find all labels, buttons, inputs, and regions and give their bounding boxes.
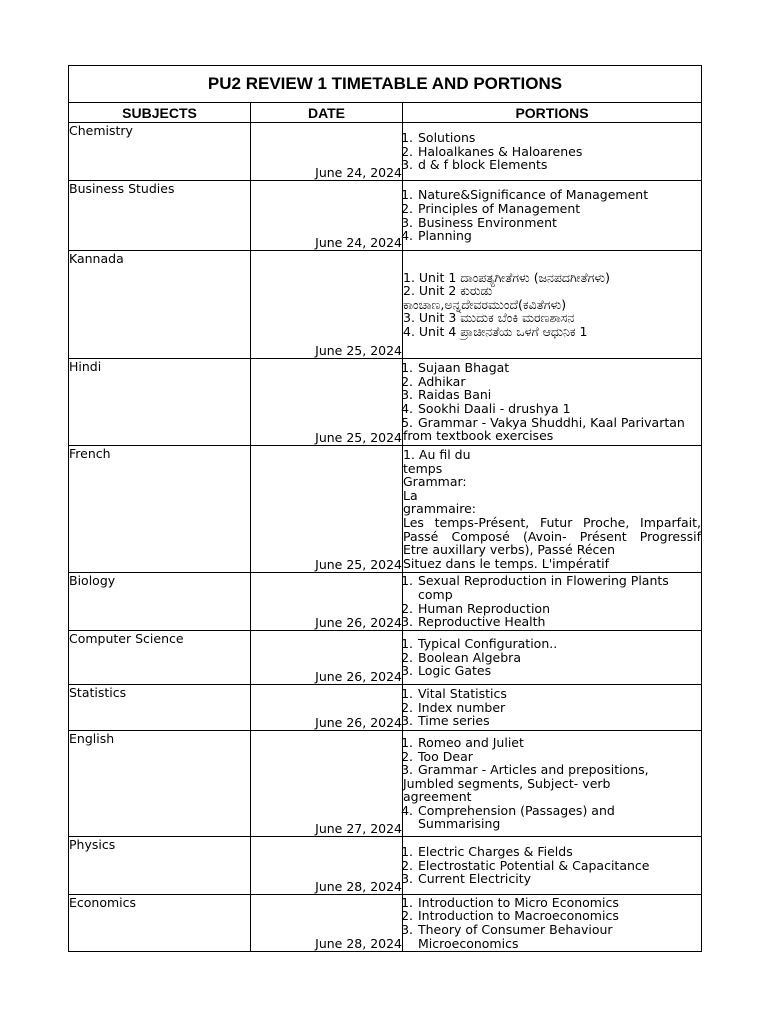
- portion-item: 3. Reproductive Health: [417, 615, 701, 629]
- portions-cell: [403, 631, 702, 685]
- portions-cell: [403, 895, 702, 952]
- portion-line: Situez dans le temps. L'impératif: [403, 555, 610, 571]
- portion-list: [403, 736, 701, 777]
- portions-cell: [403, 123, 702, 181]
- portion-item: 2. Too Dear: [417, 750, 701, 764]
- subject-cell: French: [69, 446, 251, 573]
- portion-list: [403, 637, 701, 678]
- portion-item: 1. Sexual Reproduction in Flowering Plants comp: [417, 574, 701, 601]
- table-row: [69, 181, 702, 251]
- portion-list: [403, 131, 701, 172]
- portion-line: from textbook exercises: [403, 428, 554, 444]
- subject-cell: Chemistry: [69, 123, 251, 181]
- subject-cell: English: [69, 731, 251, 837]
- portion-line: 1. Unit 1 ದಾಂಪತ್ಯಗೀತೆಗಳು (ಜನಪದಗೀತೆಗಳು): [403, 269, 610, 285]
- portion-line: 2. Unit 2 ಕುರುಡು: [403, 283, 493, 299]
- portion-item: 1. Nature&Significance of Management: [417, 188, 701, 202]
- timetable-body: [69, 123, 702, 952]
- portion-item: 1. Solutions: [417, 131, 701, 145]
- portion-line: Jumbled segments, Subject- verb: [403, 775, 611, 791]
- date-cell: June 25, 2024: [251, 359, 403, 446]
- portion-line: Les temps-Présent, Futur Proche, Imparfait,: [403, 514, 702, 530]
- portion-line: 3. Unit 3 ಮುದುಕ ಬೆಂಕಿ ಮರಣಶಾಸನ: [403, 310, 575, 326]
- portion-item: 2. Electrostatic Potential & Capacitance: [417, 859, 701, 873]
- portion-item: 4. Comprehension (Passages) and Summarising: [417, 804, 701, 831]
- portion-line: 4. Unit 4 ಪ್ರಾಚೀನತೆಯ ಒಳಗೆ ಆಧುನಿಕ 1: [403, 323, 588, 339]
- portion-item: 3. Business Environment: [417, 216, 701, 230]
- subject-cell: Statistics: [69, 685, 251, 731]
- subject-cell: Hindi: [69, 359, 251, 446]
- portion-item: 4. Sookhi Daali - drushya 1: [417, 402, 701, 416]
- date-cell: June 26, 2024: [251, 685, 403, 731]
- subject-cell: Kannada: [69, 251, 251, 359]
- subject-cell: Physics: [69, 837, 251, 895]
- date-cell: June 26, 2024: [251, 573, 403, 631]
- table-row: [69, 251, 702, 359]
- portion-line: agreement: [403, 789, 472, 805]
- subject-cell: Business Studies: [69, 181, 251, 251]
- table-row: [69, 446, 702, 573]
- portion-item: 2. Index number: [417, 701, 701, 715]
- date-cell: June 27, 2024: [251, 731, 403, 837]
- date-cell: June 28, 2024: [251, 837, 403, 895]
- portion-line: temps: [403, 460, 443, 476]
- portion-item: 1. Romeo and Juliet: [417, 736, 701, 750]
- portion-line: grammaire:: [403, 501, 476, 517]
- portion-item: 3. Raidas Bani: [417, 388, 701, 402]
- table-row: [69, 685, 702, 731]
- portion-item: 1. Electric Charges & Fields: [417, 845, 701, 859]
- date-cell: June 26, 2024: [251, 631, 403, 685]
- portions-header: PORTIONS: [403, 103, 702, 123]
- portion-line: Passé Composé (Avoin- Présent Progressif: [403, 528, 702, 544]
- portions-cell: [403, 837, 702, 895]
- portion-item: 1. Typical Configuration..: [417, 637, 701, 651]
- portion-line: 1. Au fil du: [403, 447, 471, 462]
- portion-item: 2. Haloalkanes & Haloarenes: [417, 145, 701, 159]
- page-title: PU2 REVIEW 1 TIMETABLE AND PORTIONS: [69, 66, 702, 103]
- table-row: [69, 123, 702, 181]
- portions-cell: [403, 731, 702, 837]
- portions-cell: [403, 359, 702, 446]
- date-cell: June 24, 2024: [251, 123, 403, 181]
- date-cell: June 25, 2024: [251, 446, 403, 573]
- portion-item: 5. Grammar - Vakya Shuddhi, Kaal Parivartan: [417, 416, 701, 430]
- portion-line: Etre auxillary verbs), Passé Récen: [403, 542, 616, 558]
- portion-list: [403, 845, 701, 886]
- portion-item: 3. Current Electricity: [417, 872, 701, 886]
- table-row: [69, 895, 702, 952]
- portion-item: 3. Logic Gates: [417, 664, 701, 678]
- subjects-header: SUBJECTS: [69, 103, 251, 123]
- portion-line: La: [403, 487, 418, 503]
- table-row: [69, 837, 702, 895]
- portion-item: 3. Grammar - Articles and prepositions,: [417, 763, 701, 777]
- subject-cell: Economics: [69, 895, 251, 952]
- date-header: DATE: [251, 103, 403, 123]
- portion-item: 2. Human Reproduction: [417, 602, 701, 616]
- portion-item: 3. Theory of Consumer Behaviour Microeconomics: [417, 923, 701, 950]
- date-cell: June 24, 2024: [251, 181, 403, 251]
- portion-item: 2. Boolean Algebra: [417, 651, 701, 665]
- portion-list: [403, 574, 701, 628]
- portion-item: 4. Planning: [417, 229, 701, 243]
- portion-item: 3. Time series: [417, 714, 701, 728]
- portion-line: ಕಾಂಚಾಣ,ಅನ್ನದೇವರಮುಂದೆ(ಕವಿತೆಗಳು): [403, 296, 567, 312]
- header-row: [69, 103, 702, 123]
- portions-cell: [403, 446, 702, 573]
- portion-item: 2. Adhikar: [417, 375, 701, 389]
- portion-item: 2. Introduction to Macroeconomics: [417, 909, 701, 923]
- subject-cell: Biology: [69, 573, 251, 631]
- date-cell: June 25, 2024: [251, 251, 403, 359]
- subject-cell: Computer Science: [69, 631, 251, 685]
- portion-item: 2. Principles of Management: [417, 202, 701, 216]
- portions-cell: [403, 573, 702, 631]
- portion-item: 1. Vital Statistics: [417, 687, 701, 701]
- table-row: [69, 359, 702, 446]
- portion-list: [403, 361, 701, 429]
- table-row: [69, 631, 702, 685]
- portion-item: 1. Introduction to Micro Economics: [417, 896, 701, 910]
- table-row: [69, 573, 702, 631]
- date-cell: June 28, 2024: [251, 895, 403, 952]
- portions-cell: [403, 251, 702, 359]
- portion-item: 3. d & f block Elements: [417, 158, 701, 172]
- portion-list: [403, 687, 701, 728]
- portion-list: [403, 896, 701, 950]
- portion-list: [403, 804, 701, 831]
- portions-cell: [403, 181, 702, 251]
- portion-list: [403, 188, 701, 242]
- timetable: [68, 65, 702, 952]
- portions-cell: [403, 685, 702, 731]
- portion-line: Grammar:: [403, 474, 467, 490]
- table-row: [69, 731, 702, 837]
- portion-item: 1. Sujaan Bhagat: [417, 361, 701, 375]
